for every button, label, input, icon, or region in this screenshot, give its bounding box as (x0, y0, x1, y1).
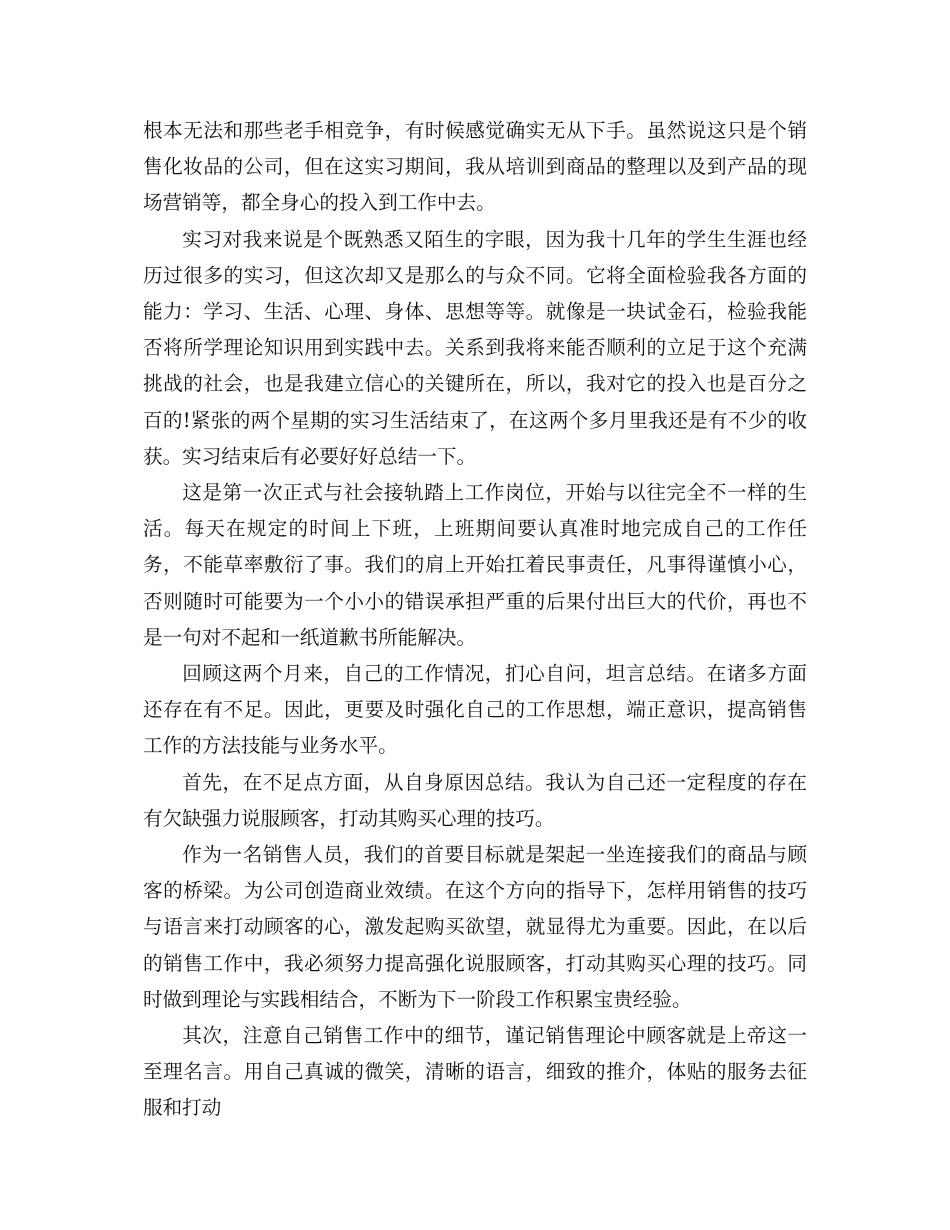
paragraph-3: 这是第一次正式与社会接轨踏上工作岗位，开始与以往完全不一样的生活。每天在规定的时间上下班，上班期间要认真准时地完成自己的工作任务，不能草率敷衍了事。我们的肩上开始扛着民事责任，凡事得谨慎小心，否则随时可能要为一个小小的错误承担严重的后果付出巨大的代价，再也不是一句对不起和一纸道歉书所能解决。 (143, 481, 807, 649)
document-body (143, 113, 807, 1127)
paragraph-1: 根本无法和那些老手相竞争，有时候感觉确实无从下手。虽然说这只是个销售化妆品的公司，但在这实习期间，我从培训到商品的整理以及到产品的现场营销等，都全身心的投入到工作中去。 (143, 119, 807, 215)
paragraph-4: 回顾这两个月来，自己的工作情况，扪心自问，坦言总结。在诸多方面还存在有不足。因此，更要及时强化自己的工作思想，端正意识，提高销售工作的方法技能与业务水平。 (143, 662, 807, 758)
paragraph-5: 首先，在不足点方面，从自身原因总结。我认为自己还一定程度的存在有欠缺强力说服顾客，打动其购买心理的技巧。 (143, 770, 807, 830)
paragraph-7: 其次，注意自己销售工作中的细节，谨记销售理论中顾客就是上帝这一至理名言。用自己真诚的微笑，清晰的语言，细致的推介，体贴的服务去征服和打动 (143, 1024, 807, 1120)
paragraph-6: 作为一名销售人员，我们的首要目标就是架起一坐连接我们的商品与顾客的桥梁。为公司创造商业效绩。在这个方向的指导下，怎样用销售的技巧与语言来打动顾客的心，激发起购买欲望，就显得尤为重要。因此，在以后的销售工作中，我必须努力提高强化说服顾客，打动其购买心理的技巧。同时做到理论与实践相结合，不断为下一阶段工作积累宝贵经验。 (143, 843, 807, 1011)
paragraph-2: 实习对我来说是个既熟悉又陌生的字眼，因为我十几年的学生生涯也经历过很多的实习，但这次却又是那么的与众不同。它将全面检验我各方面的能力：学习、生活、心理、身体、思想等等。就像是一块试金石，检验我能否将所学理论知识用到实践中去。关系到我将来能否顺利的立足于这个充满挑战的社会，也是我建立信心的关键所在，所以，我对它的投入也是百分之百的!紧张的两个星期的实习生活结束了，在这两个多月里我还是有不少的收获。实习结束后有必要好好总结一下。 (143, 227, 807, 468)
